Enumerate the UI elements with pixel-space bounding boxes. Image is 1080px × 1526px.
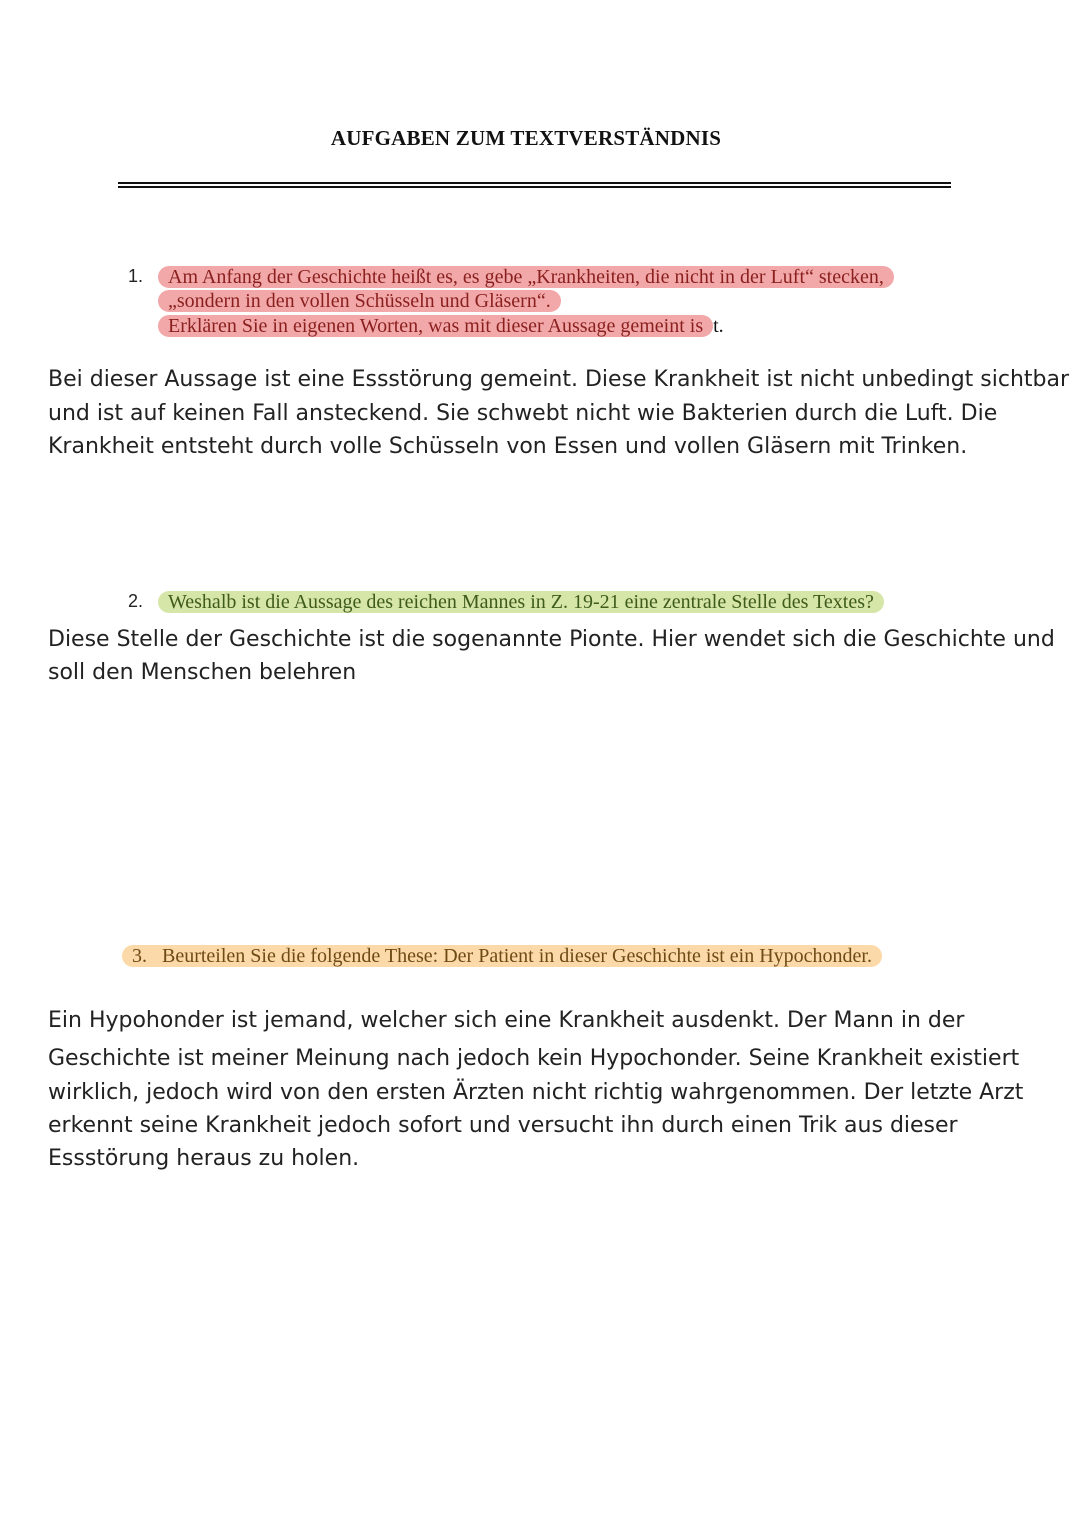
answer-3-line-1: Ein Hypohonder ist jemand, welcher sich eine Krankheit ausdenkt. Der Mann in der bbox=[48, 1008, 965, 1033]
answer-3-line-4: erkennt seine Krankheit jedoch sofort und versucht ihn durch einen Trik aus dieser bbox=[48, 1113, 958, 1138]
question-1-line-3-text: Erklären Sie in eigenen Worten, was mit dieser Aussage gemeint is bbox=[158, 315, 713, 337]
title-rule-top bbox=[118, 182, 951, 184]
title-rule-bottom bbox=[118, 186, 951, 188]
question-1-line-2-text: „sondern in den vollen Schüsseln und Gläsern“. bbox=[158, 290, 561, 312]
answer-2-line-2: soll den Menschen belehren bbox=[48, 660, 357, 685]
answer-1-line-1: Bei dieser Aussage ist eine Essstörung gemeint. Diese Krankheit ist nicht unbedingt sichtbar bbox=[48, 367, 1070, 392]
answer-2-line-1: Diese Stelle der Geschichte ist die sogenannte Pionte. Hier wendet sich die Geschichte und bbox=[48, 627, 1055, 652]
answer-3-line-2: Geschichte ist meiner Meinung nach jedoch kein Hypochonder. Seine Krankheit existiert bbox=[48, 1046, 1020, 1071]
question-3-highlight bbox=[122, 945, 882, 967]
question-2-line bbox=[158, 590, 884, 614]
question-1-line-1-text: Am Anfang der Geschichte heißt es, es gebe „Krankheiten, die nicht in der Luft“ stecken, bbox=[158, 266, 894, 288]
question-1-line-3-tail: t. bbox=[713, 315, 724, 337]
question-1-line-2 bbox=[158, 289, 561, 313]
answer-1-line-2: und ist auf keinen Fall ansteckend. Sie schwebt nicht wie Bakterien durch die Luft. Die bbox=[48, 401, 998, 426]
question-2-number: 2. bbox=[128, 591, 144, 611]
question-1-line-1 bbox=[158, 265, 894, 289]
answer-1-line-3: Krankheit entsteht durch volle Schüsseln von Essen und vollen Gläsern mit Trinken. bbox=[48, 434, 968, 459]
question-2-text: Weshalb ist die Aussage des reichen Mannes in Z. 19-21 eine zentrale Stelle des Textes? bbox=[158, 591, 884, 613]
question-1-line-3 bbox=[158, 314, 724, 338]
question-3-number: 3. bbox=[132, 945, 147, 967]
page-title: AUFGABEN ZUM TEXTVERSTÄNDNIS bbox=[330, 126, 722, 150]
question-3-line bbox=[122, 944, 882, 968]
question-1-number: 1. bbox=[128, 266, 144, 286]
answer-3-line-3: wirklich, jedoch wird von den ersten Ärzten nicht richtig wahrgenommen. Der letzte Arzt bbox=[48, 1080, 1024, 1105]
question-3-text: Beurteilen Sie die folgende These: Der Patient in dieser Geschichte ist ein Hypochonder. bbox=[162, 945, 872, 967]
answer-3-line-5: Essstörung heraus zu holen. bbox=[48, 1146, 360, 1171]
